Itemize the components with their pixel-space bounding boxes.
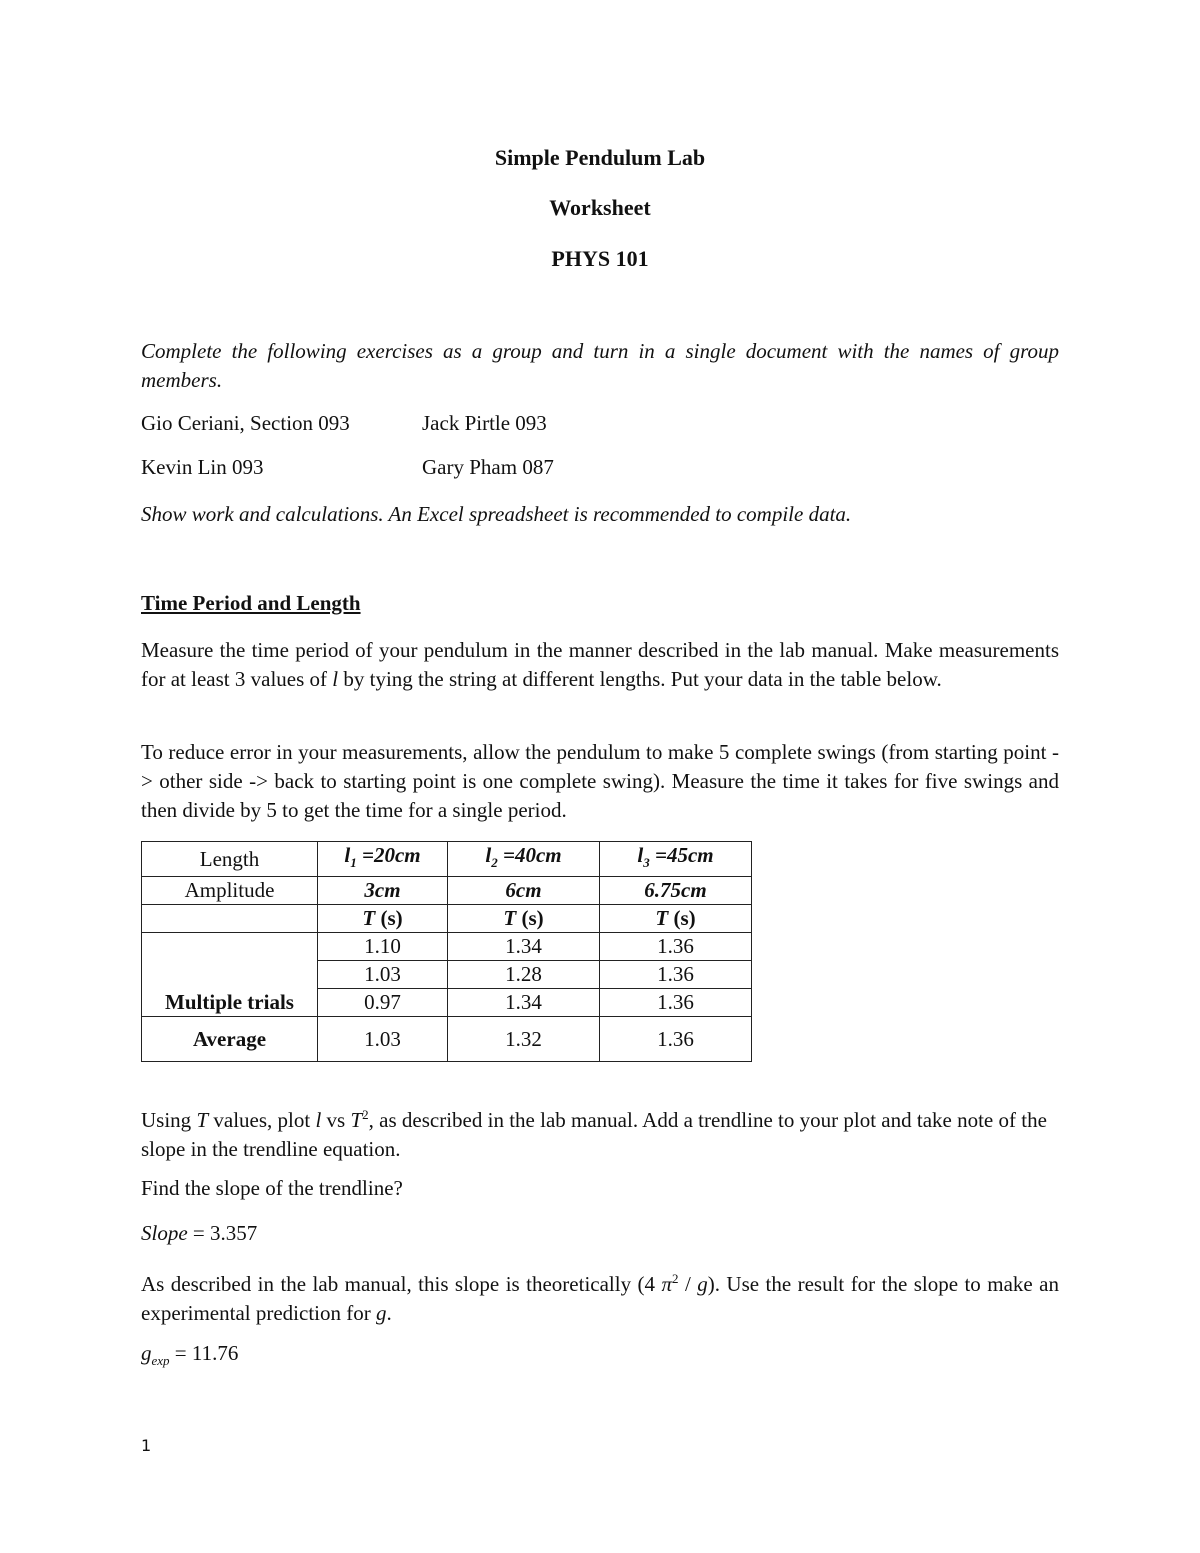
length-3: $l_3 =45cm$ bbox=[600, 842, 752, 877]
paragraph-theory: As described in the lab manual, this slope is theoretically (4 $\pi^2 / g$). Use the result for the slope to make an experimental prediction for g. bbox=[141, 1271, 1059, 1325]
trial-cell: 1.28 bbox=[448, 961, 600, 989]
show-work-note: Show work and calculations. An Excel spreadsheet is recommended to compile data. bbox=[141, 502, 852, 526]
paragraph-reduce-error: To reduce error in your measurements, allow the pendulum to make 5 complete swings (from starting point -> other side -> back to starting point is one complete swing). Measure the time it takes for five swings and then divide by 5 to get the time for a single period. bbox=[141, 740, 1059, 822]
gexp-answer: $g_{exp} = 11.76$ bbox=[141, 1341, 239, 1369]
average-cell: 1.36 bbox=[600, 1017, 752, 1062]
slope-question: Find the slope of the trendline? bbox=[141, 1176, 403, 1200]
section-heading: Time Period and Length bbox=[141, 591, 361, 615]
trial-cell: 1.03 bbox=[318, 961, 448, 989]
average-cell: 1.03 bbox=[318, 1017, 448, 1062]
table-row bbox=[142, 842, 752, 877]
trial-cell: 1.36 bbox=[600, 989, 752, 1017]
amplitude-3: 6.75cm bbox=[600, 877, 752, 905]
doc-title: Simple Pendulum Lab bbox=[494, 145, 706, 170]
amplitude-label: Amplitude bbox=[142, 877, 318, 905]
table-row bbox=[142, 933, 752, 961]
period-header-2: T (s) bbox=[448, 905, 600, 933]
empty-cell bbox=[142, 905, 318, 933]
length-label: Length bbox=[142, 842, 318, 877]
pendulum-data-table bbox=[141, 841, 752, 1062]
period-header-1: T (s) bbox=[318, 905, 448, 933]
amplitude-2: 6cm bbox=[448, 877, 600, 905]
multiple-trials-label: Multiple trials bbox=[142, 933, 318, 1017]
amplitude-1: 3cm bbox=[318, 877, 448, 905]
trial-cell: 1.34 bbox=[448, 989, 600, 1017]
length-1: $l_1 =20cm$ bbox=[318, 842, 448, 877]
trial-cell: 0.97 bbox=[318, 989, 448, 1017]
slope-answer: Slope = 3.357 bbox=[141, 1221, 258, 1245]
page-number: 1 bbox=[141, 1436, 152, 1455]
table-row bbox=[142, 1017, 752, 1062]
paragraph-measure: Measure the time period of your pendulum in the manner described in the lab manual. Make measurements for at least 3 values of l by tying the string at different lengths. Put your data in the table below. bbox=[141, 638, 1059, 691]
trial-cell: 1.10 bbox=[318, 933, 448, 961]
table-row bbox=[142, 905, 752, 933]
average-cell: 1.32 bbox=[448, 1017, 600, 1062]
trial-cell: 1.36 bbox=[600, 933, 752, 961]
member-1: Gio Ceriani, Section 093 bbox=[141, 411, 350, 435]
paragraph-plot: Using T values, plot l vs $T^2$, as described in the lab manual. Add a trendline to your plot and take note of the slope in the trendline equation. bbox=[141, 1107, 1047, 1161]
instructions: Complete the following exercises as a group and turn in a single document with the names of group members. bbox=[141, 339, 1059, 392]
trial-cell: 1.36 bbox=[600, 961, 752, 989]
member-3: Kevin Lin 093 bbox=[141, 455, 264, 479]
trial-cell: 1.34 bbox=[448, 933, 600, 961]
course-code: PHYS 101 bbox=[551, 246, 649, 271]
table-row bbox=[142, 877, 752, 905]
member-2: Jack Pirtle 093 bbox=[422, 411, 547, 435]
period-header-3: T (s) bbox=[600, 905, 752, 933]
length-2: $l_2 =40cm$ bbox=[448, 842, 600, 877]
average-label: Average bbox=[142, 1017, 318, 1062]
doc-subtitle: Worksheet bbox=[549, 195, 651, 220]
member-4: Gary Pham 087 bbox=[422, 455, 554, 479]
